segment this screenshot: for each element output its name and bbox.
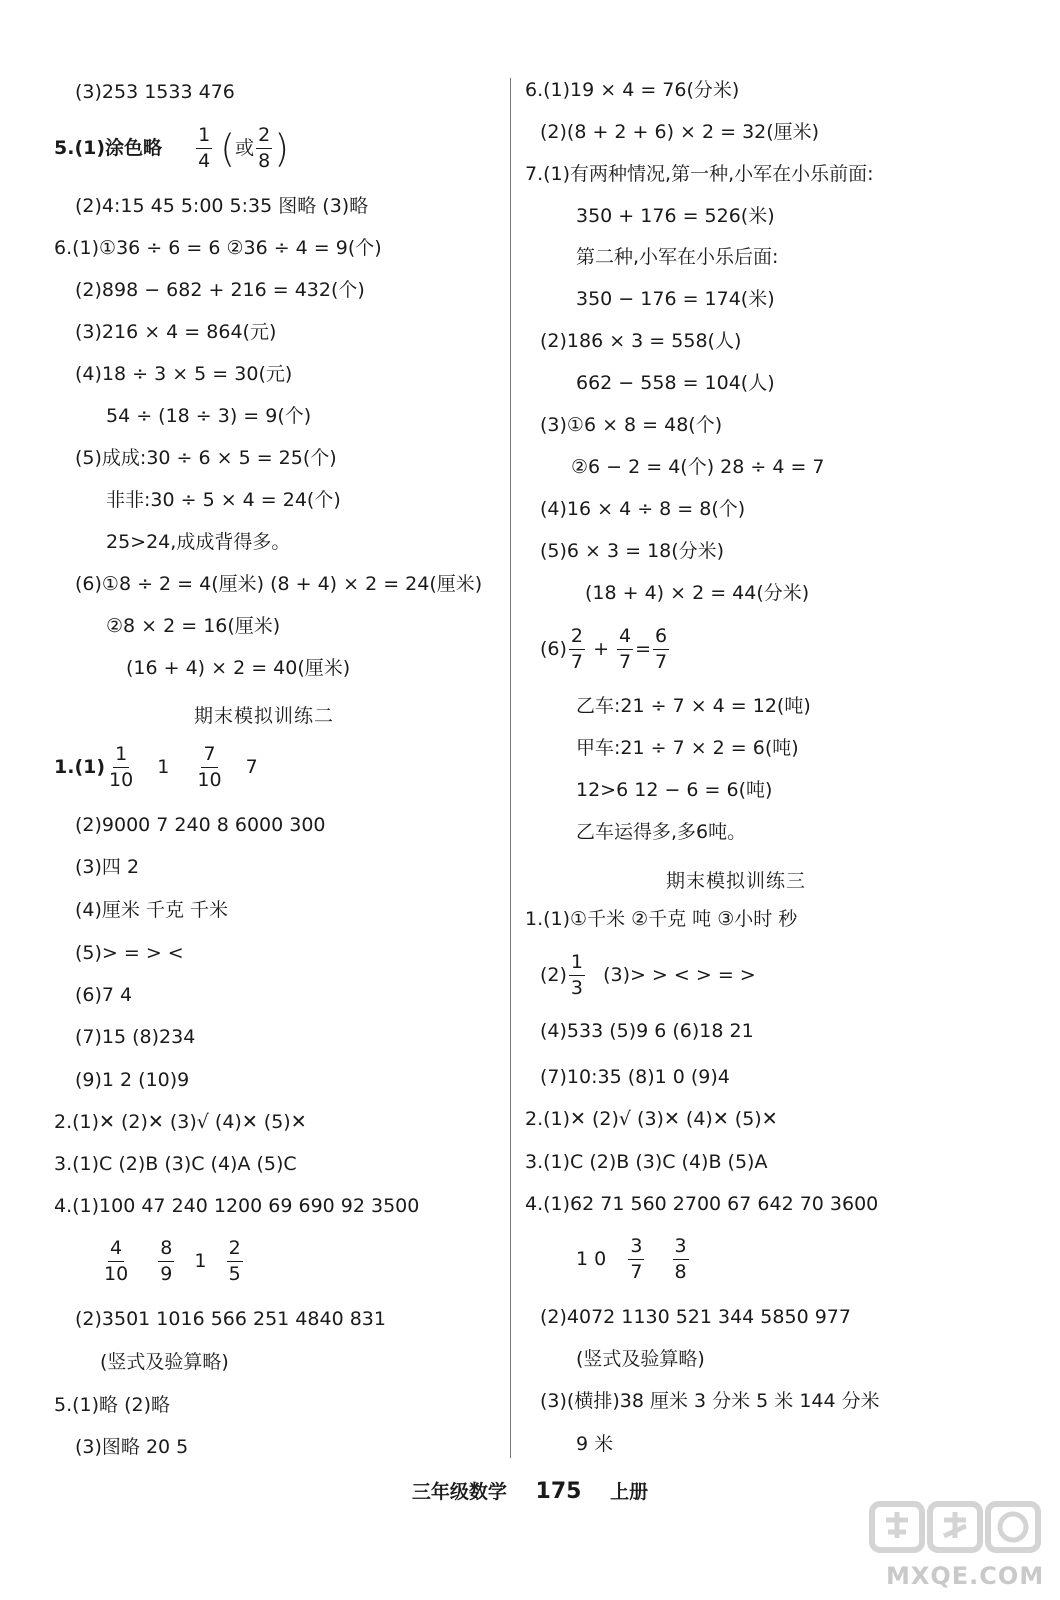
answer-line: (18 + 4) × 2 = 44(分米) <box>585 582 810 604</box>
answer-line: 7.(1)有两种情况,第一种,小军在小乐前面: <box>525 163 874 185</box>
answer-line: 9 米 <box>576 1433 614 1455</box>
answer-line: 2.(1)✕ (2)✕ (3)√ (4)✕ (5)✕ <box>54 1111 307 1133</box>
fraction: $\frac{4}{7}$ <box>619 625 632 673</box>
answer-line: 662 − 558 = 104(人) <box>576 372 775 394</box>
fraction: $\frac{3}{8}$ <box>674 1235 687 1283</box>
answer-line: 1.(1)①千米 ②千克 吨 ③小时 秒 <box>525 908 798 930</box>
answer-line: 6.(1)①36 ÷ 6 = 6 ②36 ÷ 4 = 9(个) <box>54 237 382 259</box>
answer-line: 350 + 176 = 526(米) <box>576 205 775 227</box>
footer-grade: 三年级数学 <box>411 1481 507 1503</box>
answer-line: ②6 − 2 = 4(个) 28 ÷ 4 = 7 <box>571 456 825 478</box>
question-1-2 <box>540 952 756 999</box>
fraction-equation <box>540 626 671 673</box>
answer-text: 1 0 <box>576 1247 607 1270</box>
answer-text: 1 <box>157 755 170 778</box>
fraction: $\frac{7}{10}$ <box>197 743 222 791</box>
footer-volume: 上册 <box>610 1481 649 1503</box>
answer-line: (2)(8 + 2 + 6) × 2 = 32(厘米) <box>540 121 820 143</box>
answer-line: 4.(1)100 47 240 1200 69 690 92 3500 <box>54 1195 420 1217</box>
answer-line: (5)> = > < <box>75 942 184 964</box>
answer-text: 1.(1) <box>54 755 106 778</box>
operator: = <box>635 637 652 660</box>
answer-note: (竖式及验算略) <box>576 1348 705 1370</box>
answer-line: (3)图略 20 5 <box>75 1436 189 1458</box>
fraction: $\frac{3}{7}$ <box>630 1235 643 1283</box>
answer-line: (2)4072 1130 521 344 5850 977 <box>540 1306 851 1328</box>
answer-line: (3)①6 × 8 = 48(个) <box>540 414 723 436</box>
answer-line: 乙车运得多,多6吨。 <box>576 821 747 843</box>
question-1 <box>54 744 258 791</box>
answer-text: 7 <box>245 755 258 778</box>
answer-line: (16 + 4) × 2 = 40(厘米) <box>126 657 351 679</box>
answer-line: ②8 × 2 = 16(厘米) <box>106 615 281 637</box>
answer-line: (2)4:15 45 5:00 5:35 图略 (3)略 <box>75 195 369 217</box>
column-divider <box>510 78 511 1458</box>
fraction: $\frac{2}{7}$ <box>570 625 584 673</box>
paren-close: ) <box>274 126 290 171</box>
section-title: 期末模拟训练二 <box>194 705 335 727</box>
fraction: $\frac{8}{9}$ <box>160 1237 173 1285</box>
answer-line: (5)6 × 3 = 18(分米) <box>540 540 725 562</box>
fraction: $\frac{2}{5}$ <box>228 1237 241 1285</box>
fraction-row <box>576 1236 691 1283</box>
answer-line: (5)成成:30 ÷ 6 × 5 = 25(个) <box>75 447 337 469</box>
section-title: 期末模拟训练三 <box>666 870 807 892</box>
answer-line: (4)厘米 千克 千米 <box>75 899 228 921</box>
answer-line: 5.(1)略 (2)略 <box>54 1394 170 1416</box>
answer-line: (3)216 × 4 = 864(元) <box>75 321 277 343</box>
fraction: $\frac{1}{10}$ <box>109 743 134 791</box>
fraction: $\frac{2}{8}$ <box>258 124 271 172</box>
answer-line: (7)15 (8)234 <box>75 1026 196 1048</box>
answer-line: (2)9000 7 240 8 6000 300 <box>75 814 326 836</box>
fraction: $\frac{1}{4}$ <box>198 124 211 172</box>
answer-line: 25>24,成成背得多。 <box>106 531 291 553</box>
answer-line: 乙车:21 ÷ 7 × 4 = 12(吨) <box>576 695 811 717</box>
answer-text: (6) <box>540 637 567 660</box>
answer-line: (3)四 2 <box>75 856 140 878</box>
answer-line: (2)3501 1016 566 251 4840 831 <box>75 1308 386 1330</box>
answer-line: 6.(1)19 × 4 = 76(分米) <box>525 79 740 101</box>
answer-line: 54 ÷ (18 ÷ 3) = 9(个) <box>106 405 312 427</box>
watermark-text: MXQE.COM <box>886 1562 1045 1590</box>
answer-line: (9)1 2 (10)9 <box>75 1069 190 1091</box>
answer-line: (2)186 × 3 = 558(人) <box>540 330 742 352</box>
operator: + <box>593 637 609 660</box>
answer-line: (6)①8 ÷ 2 = 4(厘米) (8 + 4) × 2 = 24(厘米) <box>75 573 483 595</box>
answer-line: (4)18 ÷ 3 × 5 = 30(元) <box>75 363 293 385</box>
fraction-row <box>100 1238 245 1285</box>
answer-line: (3)(横排)38 厘米 3 分米 5 米 144 分米 <box>540 1390 880 1412</box>
answer-line: 非非:30 ÷ 5 × 4 = 24(个) <box>106 489 341 511</box>
answer-line: (4)533 (5)9 6 (6)18 21 <box>540 1020 754 1042</box>
answer-text: (2) <box>540 963 567 986</box>
answer-note: (竖式及验算略) <box>100 1351 229 1373</box>
fraction: $\frac{1}{3}$ <box>570 951 584 999</box>
question-5 <box>54 125 289 172</box>
answer-line: 3.(1)C (2)B (3)C (4)B (5)A <box>525 1151 768 1173</box>
answer-line: (2)898 − 682 + 216 = 432(个) <box>75 279 365 301</box>
answer-line: 12>6 12 − 6 = 6(吨) <box>576 779 773 801</box>
paren-open: ( <box>220 126 236 171</box>
answer-line: (3)253 1533 476 <box>75 81 235 103</box>
answer-text: 5.(1)涂色略 <box>54 136 163 159</box>
answer-line: (4)16 × 4 ÷ 8 = 8(个) <box>540 498 746 520</box>
fraction: $\frac{6}{7}$ <box>655 625 668 673</box>
answer-text: (3)> > < > = > <box>603 963 756 986</box>
answer-text: 1 <box>194 1249 207 1272</box>
answer-line: 3.(1)C (2)B (3)C (4)A (5)C <box>54 1153 297 1175</box>
answer-line: 4.(1)62 71 560 2700 67 642 70 3600 <box>525 1193 879 1215</box>
answer-text: 或 <box>235 136 255 159</box>
page-number: 175 <box>535 1479 582 1504</box>
answer-line: 甲车:21 ÷ 7 × 2 = 6(吨) <box>576 737 799 759</box>
answer-line: 第二种,小军在小乐后面: <box>576 246 779 268</box>
answer-line: (7)10:35 (8)1 0 (9)4 <box>540 1066 730 1088</box>
answer-line: 350 − 176 = 174(米) <box>576 288 775 310</box>
fraction: $\frac{4}{10}$ <box>104 1237 129 1285</box>
answer-line: (6)7 4 <box>75 984 133 1006</box>
answer-line: 2.(1)✕ (2)√ (3)✕ (4)✕ (5)✕ <box>525 1108 778 1130</box>
